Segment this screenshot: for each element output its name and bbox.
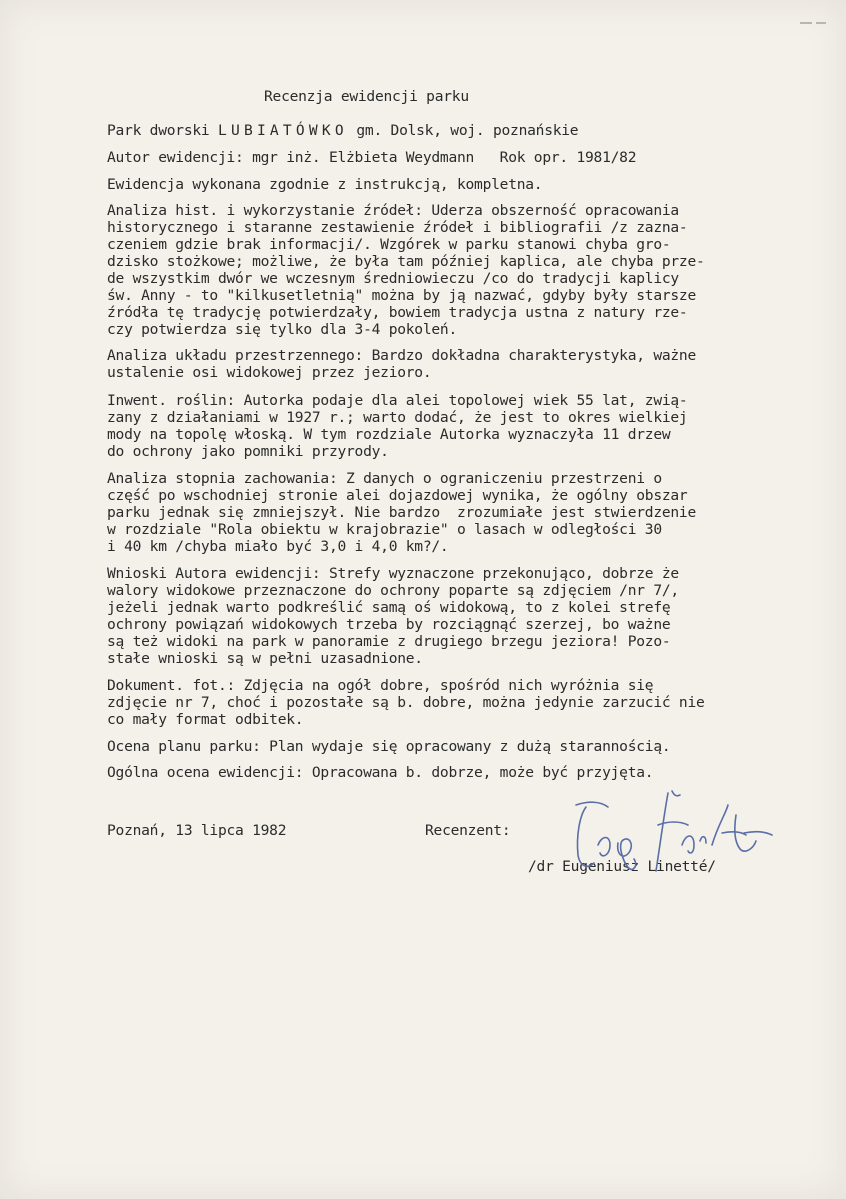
completeness-line: Ewidencja wykonana zgodnie z instrukcją, kompletna.	[107, 176, 543, 193]
text-line: czy potwierdza się tylko dla 3-4 pokoleń.	[107, 321, 457, 338]
text-line: historycznego i staranne zestawienie źródeł i bibliografii /z zazna-	[107, 219, 688, 236]
text-line: są też widoki na park w panoramie z drugiego brzegu jeziora! Pozo-	[107, 633, 671, 650]
text-line: jeżeli jednak warto podkreślić samą oś widokową, to z kolei strefę	[107, 599, 671, 616]
corner-mark	[798, 16, 828, 28]
text-line: zdjęcie nr 7, choć i pozostałe są b. dobre, można jedynie zarzucić nie	[107, 694, 705, 711]
text-line: co mały format odbitek.	[107, 711, 304, 728]
park-line-suffix: gm. Dolsk, woj. poznańskie	[347, 122, 579, 139]
reviewer-label: Recenzent:	[425, 822, 511, 839]
text-line: Ocena planu parku: Plan wydaje się opracowany z dużą starannością.	[107, 738, 671, 755]
park-line	[107, 122, 578, 140]
text-line: Analiza hist. i wykorzystanie źródeł: Uderza obszerność opracowania	[107, 202, 679, 219]
text-line: parku jednak się zmniejszył. Nie bardzo zrozumiałe jest stwierdzenie	[107, 504, 696, 521]
text-line: stałe wnioski są w pełni uzasadnione.	[107, 650, 423, 667]
text-line: mody na topolę włoską. W tym rozdziale Autorka wyznaczyła 11 drzew	[107, 426, 671, 443]
text-line: Inwent. roślin: Autorka podaje dla alei topolowej wiek 55 lat, zwią-	[107, 392, 688, 409]
text-line: walory widokowe przeznaczone do ochrony poparte są zdjęciem /nr 7/,	[107, 582, 679, 599]
text-line: dzisko stożkowe; możliwe, że była tam później kaplica, ale chyba prze-	[107, 253, 705, 270]
text-line: Dokument. fot.: Zdjęcia na ogół dobre, spośród nich wyróżnia się	[107, 677, 654, 694]
text-line: do ochrony jako pomniki przyrody.	[107, 443, 389, 460]
park-line-prefix: Park dworski	[107, 122, 218, 139]
text-line: zany z działaniami w 1927 r.; warto dodać, że jest to okres wielkiej	[107, 409, 688, 426]
text-line: Ogólna ocena ewidencji: Opracowana b. dobrze, może być przyjęta.	[107, 764, 654, 781]
park-name: LUBIATÓWKO	[217, 122, 348, 139]
text-line: Analiza stopnia zachowania: Z danych o ograniczeniu przestrzeni o	[107, 470, 662, 487]
reviewer-name: /dr Eugeniusz Linetté/	[528, 858, 716, 875]
text-line: w rozdziale "Rola obiektu w krajobrazie" o lasach w odległości 30	[107, 521, 662, 538]
text-line: ochrony powiązań widokowych trzeba by rozciągnąć szerzej, bo ważne	[107, 616, 671, 633]
text-line: źródła tę tradycję potwierdzały, bowiem tradycja ustna z natury rze-	[107, 304, 688, 321]
text-line: część po wschodniej stronie alei dojazdowej wynika, że ogólny obszar	[107, 487, 688, 504]
text-line: de wszystkim dwór we wczesnym średniowieczu /co do tradycji kaplicy	[107, 270, 679, 287]
text-line: św. Anny - to "kilkusetletnią" można by ją nazwać, gdyby były starsze	[107, 287, 696, 304]
handwritten-signature	[568, 785, 788, 885]
document-title: Recenzja ewidencji parku	[264, 88, 469, 105]
text-line: Wnioski Autora ewidencji: Strefy wyznaczone przekonująco, dobrze że	[107, 565, 679, 582]
text-line: Analiza układu przestrzennego: Bardzo dokładna charakterystyka, ważne	[107, 347, 696, 364]
text-line: czeniem gdzie brak informacji/. Wzgórek w parku stanowi chyba gro-	[107, 236, 671, 253]
text-line: i 40 km /chyba miało być 3,0 i 4,0 km?/.	[107, 538, 449, 555]
author-line: Autor ewidencji: mgr inż. Elżbieta Weydmann Rok opr. 1981/82	[107, 149, 637, 166]
place-date: Poznań, 13 lipca 1982	[107, 822, 287, 839]
text-line: ustalenie osi widokowej przez jezioro.	[107, 364, 432, 381]
